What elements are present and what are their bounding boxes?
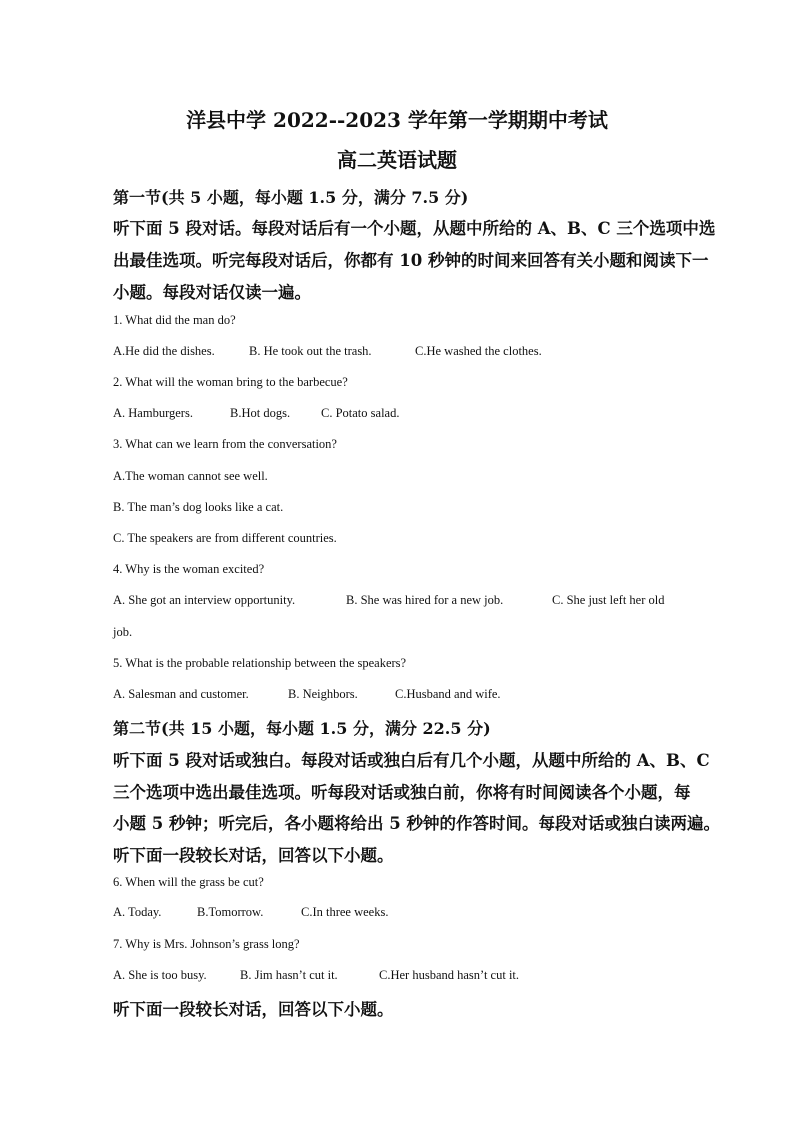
option-2a: A. Hamburgers. <box>113 406 193 420</box>
section1-instruction-2: 出最佳选项。听完每段对话后，你都有 10 秒钟的时间来回答有关小题和阅读下一 <box>113 251 709 270</box>
question-options-6 <box>113 905 388 920</box>
question-options-1 <box>113 344 542 359</box>
option-6b: B.Tomorrow. <box>197 905 264 919</box>
option-5c: C.Husband and wife. <box>395 687 501 701</box>
section2-instruction-1: 听下面 5 段对话或独白。每段对话或独白后有几个小题，从题中所给的 A、B、C <box>113 751 710 770</box>
exam-title: 洋县中学 2022--2023 学年第一学期期中考试 <box>186 108 608 132</box>
section1-instruction-1: 听下面 5 段对话。每段对话后有一个小题，从题中所给的 A、B、C 三个选项中选 <box>113 219 716 238</box>
section1-heading: 第一节(共 5 小题，每小题 1.5 分，满分 7.5 分) <box>113 188 469 207</box>
option-7a: A. She is too busy. <box>113 968 207 982</box>
option-1b: B. He took out the trash. <box>249 344 372 358</box>
section2-heading: 第二节(共 15 小题，每小题 1.5 分，满分 22.5 分) <box>113 719 491 738</box>
section2-instruction-3: 小题 5 秒钟；听完后，各小题将给出 5 秒钟的作答时间。每段对话或独白读两遍。 <box>113 814 720 833</box>
section2-instruction-2: 三个选项中选出最佳选项。听每段对话或独白前，你将有时间阅读各个小题，每 <box>113 783 691 802</box>
option-4a: A. She got an interview opportunity. <box>113 593 296 607</box>
option-3b: B. The man’s dog looks like a cat. <box>113 500 284 514</box>
option-1a: A.He did the dishes. <box>113 344 215 358</box>
section1-instruction-3: 小题。每段对话仅读一遍。 <box>113 283 311 302</box>
question-stem-1: 1. What did the man do? <box>113 313 236 327</box>
option-3a: A.The woman cannot see well. <box>113 469 268 483</box>
option-2c: C. Potato salad. <box>321 406 400 420</box>
option-3c: C. The speakers are from different countries. <box>113 531 337 545</box>
option-6c: C.In three weeks. <box>301 905 389 919</box>
option-4c: C. She just left her old <box>552 593 665 607</box>
next-dialogue-prompt: 听下面一段较长对话，回答以下小题。 <box>113 1000 394 1019</box>
option-7b: B. Jim hasn’t cut it. <box>240 968 338 982</box>
option-5b: B. Neighbors. <box>288 687 358 701</box>
question-stem-6: 6. When will the grass be cut? <box>113 875 264 889</box>
option-2b: B.Hot dogs. <box>230 406 291 420</box>
question-stem-7: 7. Why is Mrs. Johnson’s grass long? <box>113 937 300 951</box>
question-options-5 <box>113 687 501 702</box>
question-stem-3: 3. What can we learn from the conversation? <box>113 437 337 451</box>
question-options-2 <box>113 406 399 421</box>
question-options-7 <box>113 968 519 983</box>
question-stem-4: 4. Why is the woman excited? <box>113 562 265 576</box>
exam-subtitle: 高二英语试题 <box>337 148 457 172</box>
option-6a: A. Today. <box>113 905 162 919</box>
option-7c: C.Her husband hasn’t cut it. <box>379 968 520 982</box>
option-5a: A. Salesman and customer. <box>113 687 249 701</box>
option-4c-continued: job. <box>113 625 133 639</box>
section2-instruction-4: 听下面一段较长对话，回答以下小题。 <box>113 846 394 865</box>
question-options-4 <box>113 593 665 608</box>
question-stem-2: 2. What will the woman bring to the barbecue? <box>113 375 348 389</box>
option-4b: B. She was hired for a new job. <box>346 593 504 607</box>
question-stem-5: 5. What is the probable relationship between the speakers? <box>113 656 407 670</box>
option-1c: C.He washed the clothes. <box>415 344 542 358</box>
